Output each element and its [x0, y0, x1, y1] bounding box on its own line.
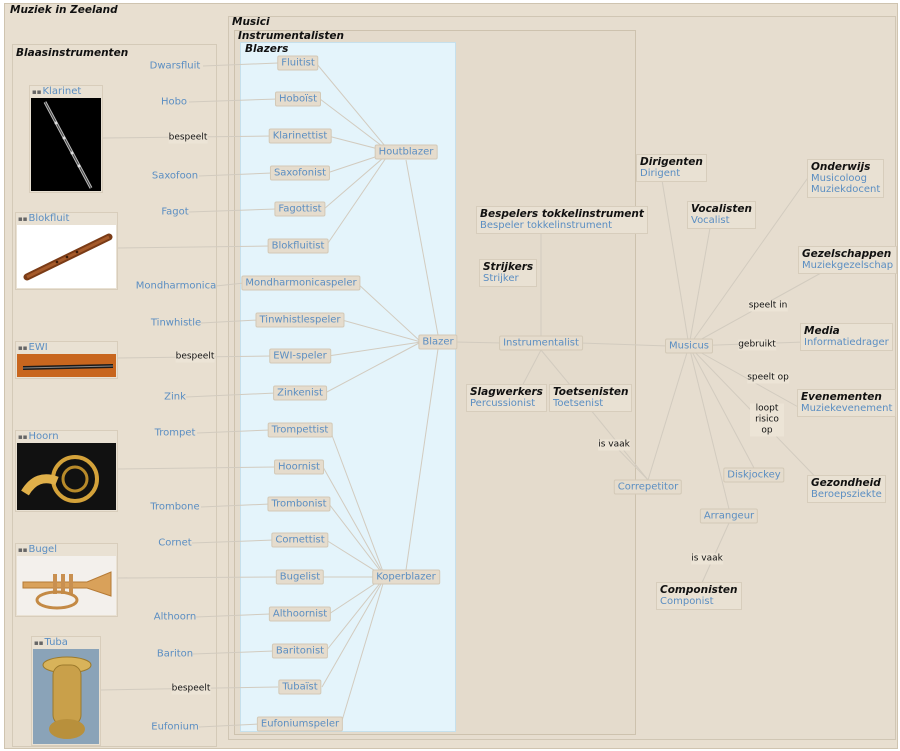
diskjockey-node[interactable]: Diskjockey — [723, 468, 784, 483]
clarinet-photo — [31, 98, 101, 191]
edge-line — [118, 467, 276, 469]
edge-line — [189, 209, 276, 212]
category-node[interactable]: Vocalist — [691, 215, 730, 226]
instrument-node[interactable]: Trompet — [154, 427, 196, 439]
player-node[interactable]: Hoboïst — [275, 92, 321, 107]
image-icon: ▪▪ — [18, 546, 28, 554]
edge-label-is-vaak: is vaak — [691, 553, 723, 564]
image-card-label: EWI — [28, 342, 48, 353]
horn-photo — [17, 443, 116, 510]
right-group-gezondheid — [807, 475, 886, 503]
ewi-picture — [17, 354, 116, 377]
edge-line — [118, 246, 270, 248]
instrument-node[interactable]: Zink — [164, 391, 186, 403]
edge-line — [203, 63, 278, 66]
right-group-title: Gezelschappen — [802, 248, 892, 260]
edge-line — [580, 343, 668, 346]
category-group-dirigenten — [636, 154, 707, 182]
edge-line — [189, 99, 278, 102]
edge-line — [197, 430, 270, 433]
image-card-klarinet[interactable] — [29, 85, 103, 193]
flugelhorn-picture — [17, 556, 116, 615]
player-node[interactable]: Fluitist — [277, 56, 318, 71]
edge-line — [406, 160, 438, 335]
edge-label-speelt-in: speelt in — [748, 300, 788, 311]
category-group-slagwerkers — [466, 384, 547, 412]
player-node[interactable]: Baritonist — [272, 644, 328, 659]
edge-line — [330, 430, 385, 577]
edge-line — [201, 320, 258, 323]
edge-line — [689, 228, 710, 346]
instrument-node[interactable]: Fagot — [161, 206, 189, 218]
edge-line — [322, 577, 385, 687]
player-node[interactable]: Cornettist — [271, 533, 328, 548]
instrument-node[interactable]: Bariton — [156, 648, 194, 660]
player-node[interactable]: Blokfluitist — [268, 239, 329, 254]
category-group-toetsenisten — [549, 384, 632, 412]
player-node[interactable]: Klarinettist — [269, 129, 332, 144]
edge-line — [192, 540, 274, 543]
image-icon: ▪▪ — [18, 433, 28, 441]
flugelhorn-photo — [17, 556, 116, 615]
edge-line — [689, 346, 729, 509]
right-group-onderwijs — [807, 159, 884, 198]
recorder-photo — [17, 225, 116, 288]
instrument-node[interactable]: Althoorn — [153, 611, 197, 623]
player-node[interactable]: Saxofonist — [270, 166, 330, 181]
edge-line — [193, 651, 274, 654]
player-node[interactable]: Tinwhistlespeler — [255, 313, 344, 328]
instrumentalist-node[interactable]: Instrumentalist — [499, 336, 583, 351]
edge-label-gebruikt: gebruikt — [738, 339, 776, 350]
category-group-componisten — [656, 582, 742, 610]
right-group-node[interactable]: Muziekgezelschap — [802, 260, 894, 271]
category-title: Toetsenisten — [553, 386, 629, 398]
player-node[interactable]: Trompettist — [268, 423, 333, 438]
instrument-node[interactable]: Saxofoon — [151, 170, 199, 182]
image-card-label: Blokfluit — [28, 213, 70, 224]
instrument-node[interactable]: Trombone — [150, 501, 200, 513]
edge-line — [648, 346, 689, 480]
edge-line — [689, 172, 812, 346]
instrument-node[interactable]: Dwarsfluit — [149, 60, 201, 72]
category-title: Dirigenten — [640, 156, 703, 168]
blazers-title: Blazers — [245, 43, 289, 55]
edge-line — [199, 724, 260, 727]
category-title: Componisten — [660, 584, 738, 596]
edge-label-loopt-risico-op: loopt risico op — [750, 404, 784, 437]
image-card-label: Klarinet — [42, 86, 82, 97]
edge-line — [201, 504, 270, 507]
right-group-gezelschappen — [798, 246, 897, 274]
instrument-node[interactable]: Eufonium — [151, 721, 199, 733]
recorder-picture — [17, 225, 116, 288]
correpetitor-node[interactable]: Correpetitor — [614, 480, 682, 495]
arrangeur-node[interactable]: Arrangeur — [700, 509, 758, 524]
edge-line — [118, 577, 278, 578]
edge-label-is-vaak: is vaak — [598, 439, 630, 450]
tuba-photo — [33, 649, 99, 744]
player-node[interactable]: Bugelist — [276, 570, 324, 585]
right-group-node[interactable]: Muziekevenement — [801, 403, 893, 414]
category-node[interactable]: Toetsenist — [553, 398, 604, 409]
right-group-title: Onderwijs — [811, 161, 871, 173]
image-card-hoorn[interactable] — [15, 430, 118, 512]
image-card-blokfluit[interactable] — [15, 212, 118, 290]
edge-label-bespeelt: bespeelt — [168, 132, 208, 143]
right-group-title: Gezondheid — [811, 477, 881, 489]
edge-line — [329, 504, 385, 577]
instrument-node[interactable]: Mondharmonica — [135, 280, 217, 292]
edge-line — [341, 577, 385, 724]
category-group-tokkel — [476, 206, 648, 234]
image-card-label: Hoorn — [28, 431, 59, 442]
musici-title: Musici — [232, 16, 270, 28]
image-icon: ▪▪ — [18, 344, 28, 352]
houtblazer-node[interactable]: Houtblazer — [375, 145, 438, 160]
edge-line — [406, 349, 438, 570]
image-card-tuba[interactable] — [31, 636, 101, 746]
player-node[interactable]: Tubaïst — [278, 680, 321, 695]
image-card-bugel[interactable] — [15, 543, 118, 617]
right-group-evenementen — [797, 389, 896, 417]
edge-line — [199, 173, 272, 176]
player-node[interactable]: Fagottist — [274, 202, 325, 217]
image-icon: ▪▪ — [18, 215, 28, 223]
category-node[interactable]: Strijker — [483, 273, 519, 284]
tuba-picture — [33, 649, 99, 744]
player-node[interactable]: Hoornist — [274, 460, 324, 475]
right-group-node[interactable]: Musicoloog — [811, 173, 867, 184]
right-group-title: Media — [804, 325, 840, 337]
category-group-vocalisten — [687, 201, 756, 229]
edge-line — [326, 577, 385, 651]
image-icon: ▪▪ — [32, 88, 42, 96]
instrument-node[interactable]: Cornet — [158, 537, 192, 549]
musicus-node[interactable]: Musicus — [665, 339, 713, 354]
horn-picture — [17, 443, 116, 510]
player-node[interactable]: EWI-speler — [269, 349, 331, 364]
right-group-media — [800, 323, 893, 351]
player-node[interactable]: Zinkenist — [273, 386, 327, 401]
ewi-photo — [17, 354, 116, 377]
right-group-title: Evenementen — [801, 391, 882, 403]
blaasinstrumenten-title: Blaasinstrumenten — [16, 47, 129, 59]
koperblazer-node[interactable]: Koperblazer — [372, 570, 440, 585]
image-icon: ▪▪ — [34, 639, 44, 647]
right-group-node[interactable]: Informatiedrager — [804, 337, 889, 348]
edge-line — [662, 180, 689, 346]
right-group-node[interactable]: Beroepsziekte — [811, 489, 882, 500]
category-title: Slagwerkers — [470, 386, 543, 398]
category-title: Bespelers tokkelinstrument — [480, 208, 644, 220]
edge-line — [216, 283, 244, 286]
player-node[interactable]: Mondharmonicaspeler — [241, 276, 360, 291]
main-title: Muziek in Zeeland — [10, 4, 118, 16]
instrumentalisten-title: Instrumentalisten — [238, 30, 345, 42]
edge-line — [323, 467, 385, 577]
player-node[interactable]: Trombonist — [267, 497, 330, 512]
edge-label-bespeelt: bespeelt — [175, 351, 215, 362]
clarinet-picture — [31, 98, 101, 191]
edge-label-bespeelt: bespeelt — [171, 683, 211, 694]
edge-line — [186, 393, 276, 397]
right-group-node[interactable]: Muziekdocent — [811, 184, 881, 195]
instrument-node[interactable]: Tinwhistle — [150, 317, 202, 329]
category-node[interactable]: Componist — [660, 596, 714, 607]
blazer-node[interactable]: Blazer — [418, 335, 457, 350]
category-title: Strijkers — [483, 261, 534, 273]
category-node[interactable]: Bespeler tokkelinstrument — [480, 220, 612, 231]
player-node[interactable]: Althoornist — [269, 607, 331, 622]
edge-line — [455, 342, 503, 343]
category-node[interactable]: Percussionist — [470, 398, 536, 409]
image-card-label: Tuba — [44, 637, 68, 648]
edge-line — [196, 614, 270, 617]
category-node[interactable]: Dirigent — [640, 168, 681, 179]
image-card-label: Bugel — [28, 544, 57, 555]
player-node[interactable]: Eufoniumspeler — [257, 717, 343, 732]
category-title: Vocalisten — [691, 203, 752, 215]
category-group-strijkers — [479, 259, 537, 287]
instrument-node[interactable]: Hobo — [160, 96, 188, 108]
image-card-ewi[interactable] — [15, 341, 118, 379]
edge-label-speelt-op: speelt op — [747, 372, 789, 383]
